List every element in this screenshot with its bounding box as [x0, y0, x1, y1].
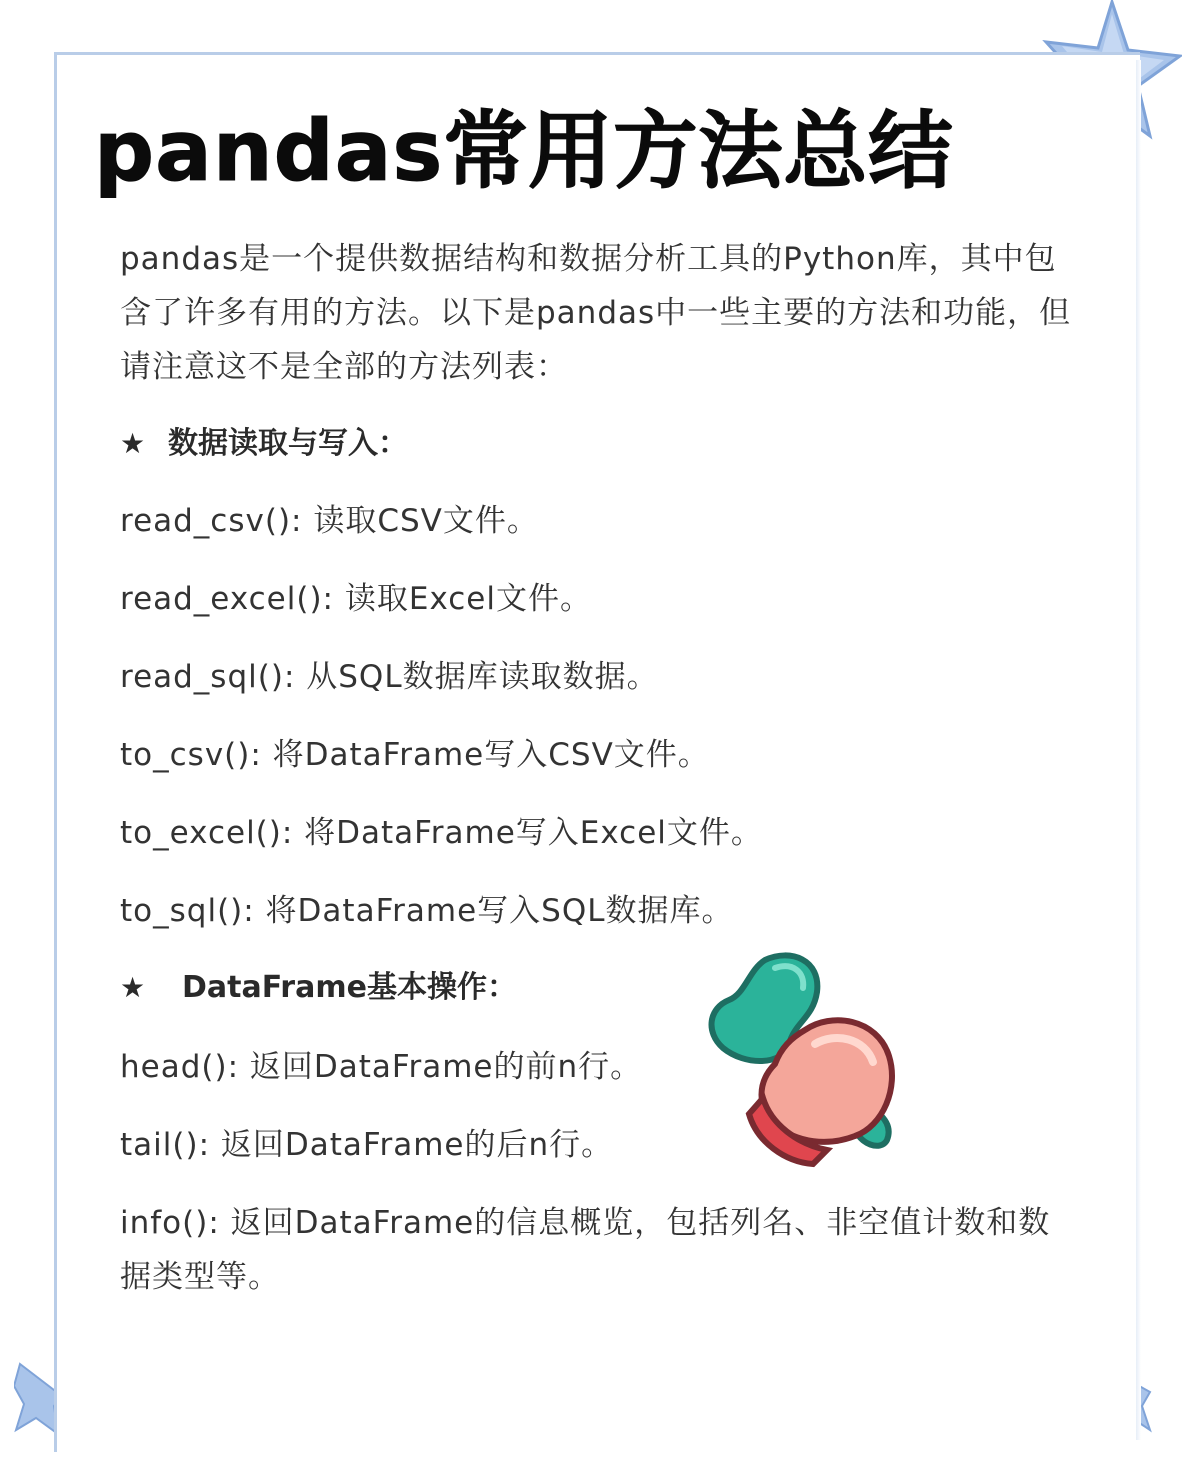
list-item: read_csv(): 读取CSV文件。: [120, 503, 539, 539]
page-title: pandas常用方法总结: [94, 102, 954, 200]
list-item: read_excel(): 读取Excel文件。: [120, 581, 592, 617]
star-bullet-icon: ★: [120, 427, 146, 460]
list-item: head(): 返回DataFrame的前n行。: [120, 1049, 643, 1085]
section-heading-io: [120, 424, 408, 464]
section-heading-dataframe: [120, 968, 517, 1008]
paper-edge: [1136, 60, 1141, 1440]
list-item: to_sql(): 将DataFrame写入SQL数据库。: [120, 893, 734, 929]
section-heading-label: 数据读取与写入：: [168, 426, 408, 461]
list-item: info(): 返回DataFrame的信息概览，包括列名、非空值计数和数据类型等。: [120, 1205, 1051, 1295]
list-item: to_excel(): 将DataFrame写入Excel文件。: [120, 815, 763, 851]
intro-paragraph: pandas是一个提供数据结构和数据分析工具的Python库，其中包含了许多有用的方法。以下是pandas中一些主要的方法和功能，但请注意这不是全部的方法列表：: [120, 241, 1072, 385]
star-bullet-icon: ★: [120, 971, 146, 1004]
list-item: read_sql(): 从SQL数据库读取数据。: [120, 659, 659, 695]
section-heading-label: DataFrame基本操作：: [182, 970, 517, 1005]
list-item: tail(): 返回DataFrame的后n行。: [120, 1127, 614, 1163]
bean-mitten-sticker-icon: [705, 948, 905, 1168]
list-item: to_csv(): 将DataFrame写入CSV文件。: [120, 737, 710, 773]
